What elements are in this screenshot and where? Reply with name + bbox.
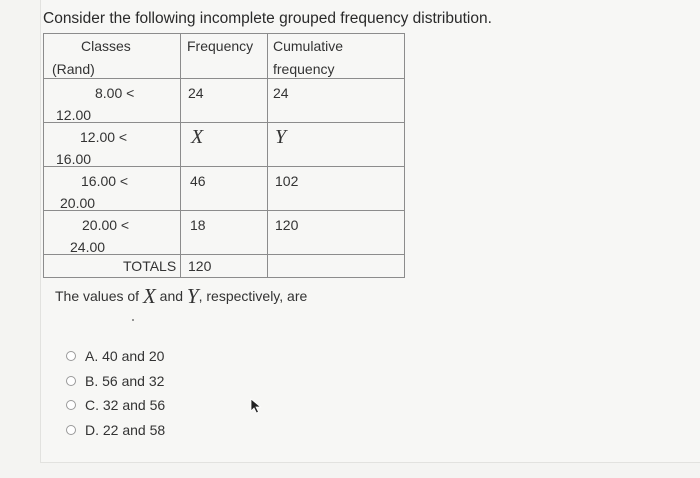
class-cell <box>44 79 181 123</box>
frequency-value: 24 <box>188 85 204 101</box>
cumulative-cell <box>268 167 405 211</box>
cumulative-value: 120 <box>275 217 299 233</box>
header-frequency-cell <box>181 34 268 79</box>
totals-empty-cell <box>268 255 405 278</box>
class-range-top: 20.00 < <box>82 217 130 233</box>
class-cell <box>44 123 181 167</box>
cumulative-cell <box>268 123 405 167</box>
frequency-value: 46 <box>190 173 206 189</box>
mouse-cursor-icon <box>250 398 262 414</box>
header-rand: (Rand) <box>52 61 95 77</box>
totals-value: 120 <box>188 258 212 274</box>
answer-options <box>66 344 165 442</box>
totals-row <box>44 255 405 278</box>
stem-var-x: X <box>142 284 156 308</box>
header-classes-cell <box>44 34 181 79</box>
class-range-bottom: 16.00 <box>56 151 92 167</box>
header-cumulative-frequency: frequency <box>273 61 335 77</box>
cumulative-value: 24 <box>273 85 289 101</box>
question-stem <box>55 282 307 307</box>
class-range-top: 12.00 < <box>80 129 128 145</box>
frequency-cell <box>181 167 268 211</box>
table-row <box>44 167 405 211</box>
radio-button[interactable] <box>66 400 76 410</box>
class-cell <box>44 167 181 211</box>
stray-dot <box>132 319 134 321</box>
frequency-cell <box>181 123 268 167</box>
option-label: A. 40 and 20 <box>85 348 165 365</box>
question-text: Consider the following incomplete grouped frequency distribution. <box>43 10 492 27</box>
class-range-bottom: 24.00 <box>70 239 106 255</box>
frequency-cell <box>181 211 268 255</box>
header-classes: Classes <box>81 38 131 54</box>
stem-suffix: , respectively, are <box>198 288 308 304</box>
option-b[interactable] <box>66 369 165 394</box>
cumulative-value: 102 <box>275 173 299 189</box>
class-range-bottom: 12.00 <box>56 107 92 123</box>
class-range-bottom: 20.00 <box>60 195 96 211</box>
option-a[interactable] <box>66 344 165 369</box>
table-row <box>44 211 405 255</box>
frequency-cell <box>181 79 268 123</box>
table-header-row <box>44 34 405 79</box>
option-label: C. 32 and 56 <box>85 397 166 414</box>
class-cell <box>44 211 181 255</box>
stem-prefix: The values of <box>55 288 140 304</box>
option-d[interactable] <box>66 418 165 443</box>
class-range-top: 16.00 < <box>81 173 129 189</box>
frequency-unknown-x: X <box>191 126 204 148</box>
option-label: D. 22 and 58 <box>85 421 166 438</box>
totals-label-cell <box>44 255 181 278</box>
option-label: B. 56 and 32 <box>85 372 165 389</box>
totals-label: TOTALS <box>123 258 177 274</box>
table-row <box>44 79 405 123</box>
radio-button[interactable] <box>66 376 76 386</box>
frequency-table <box>43 33 405 278</box>
option-c[interactable] <box>66 393 165 418</box>
header-frequency: Frequency <box>187 38 254 54</box>
radio-button[interactable] <box>66 351 76 361</box>
table-row <box>44 123 405 167</box>
radio-button[interactable] <box>66 425 76 435</box>
class-range-top: 8.00 < <box>95 85 135 101</box>
header-cumulative-cell <box>268 34 405 79</box>
stem-var-y: Y <box>186 284 199 308</box>
stem-and: and <box>159 288 184 304</box>
cumulative-unknown-y: Y <box>275 126 287 148</box>
cumulative-cell <box>268 79 405 123</box>
cumulative-cell <box>268 211 405 255</box>
frequency-value: 18 <box>190 217 206 233</box>
header-cumulative: Cumulative <box>273 38 344 54</box>
totals-value-cell <box>181 255 268 278</box>
